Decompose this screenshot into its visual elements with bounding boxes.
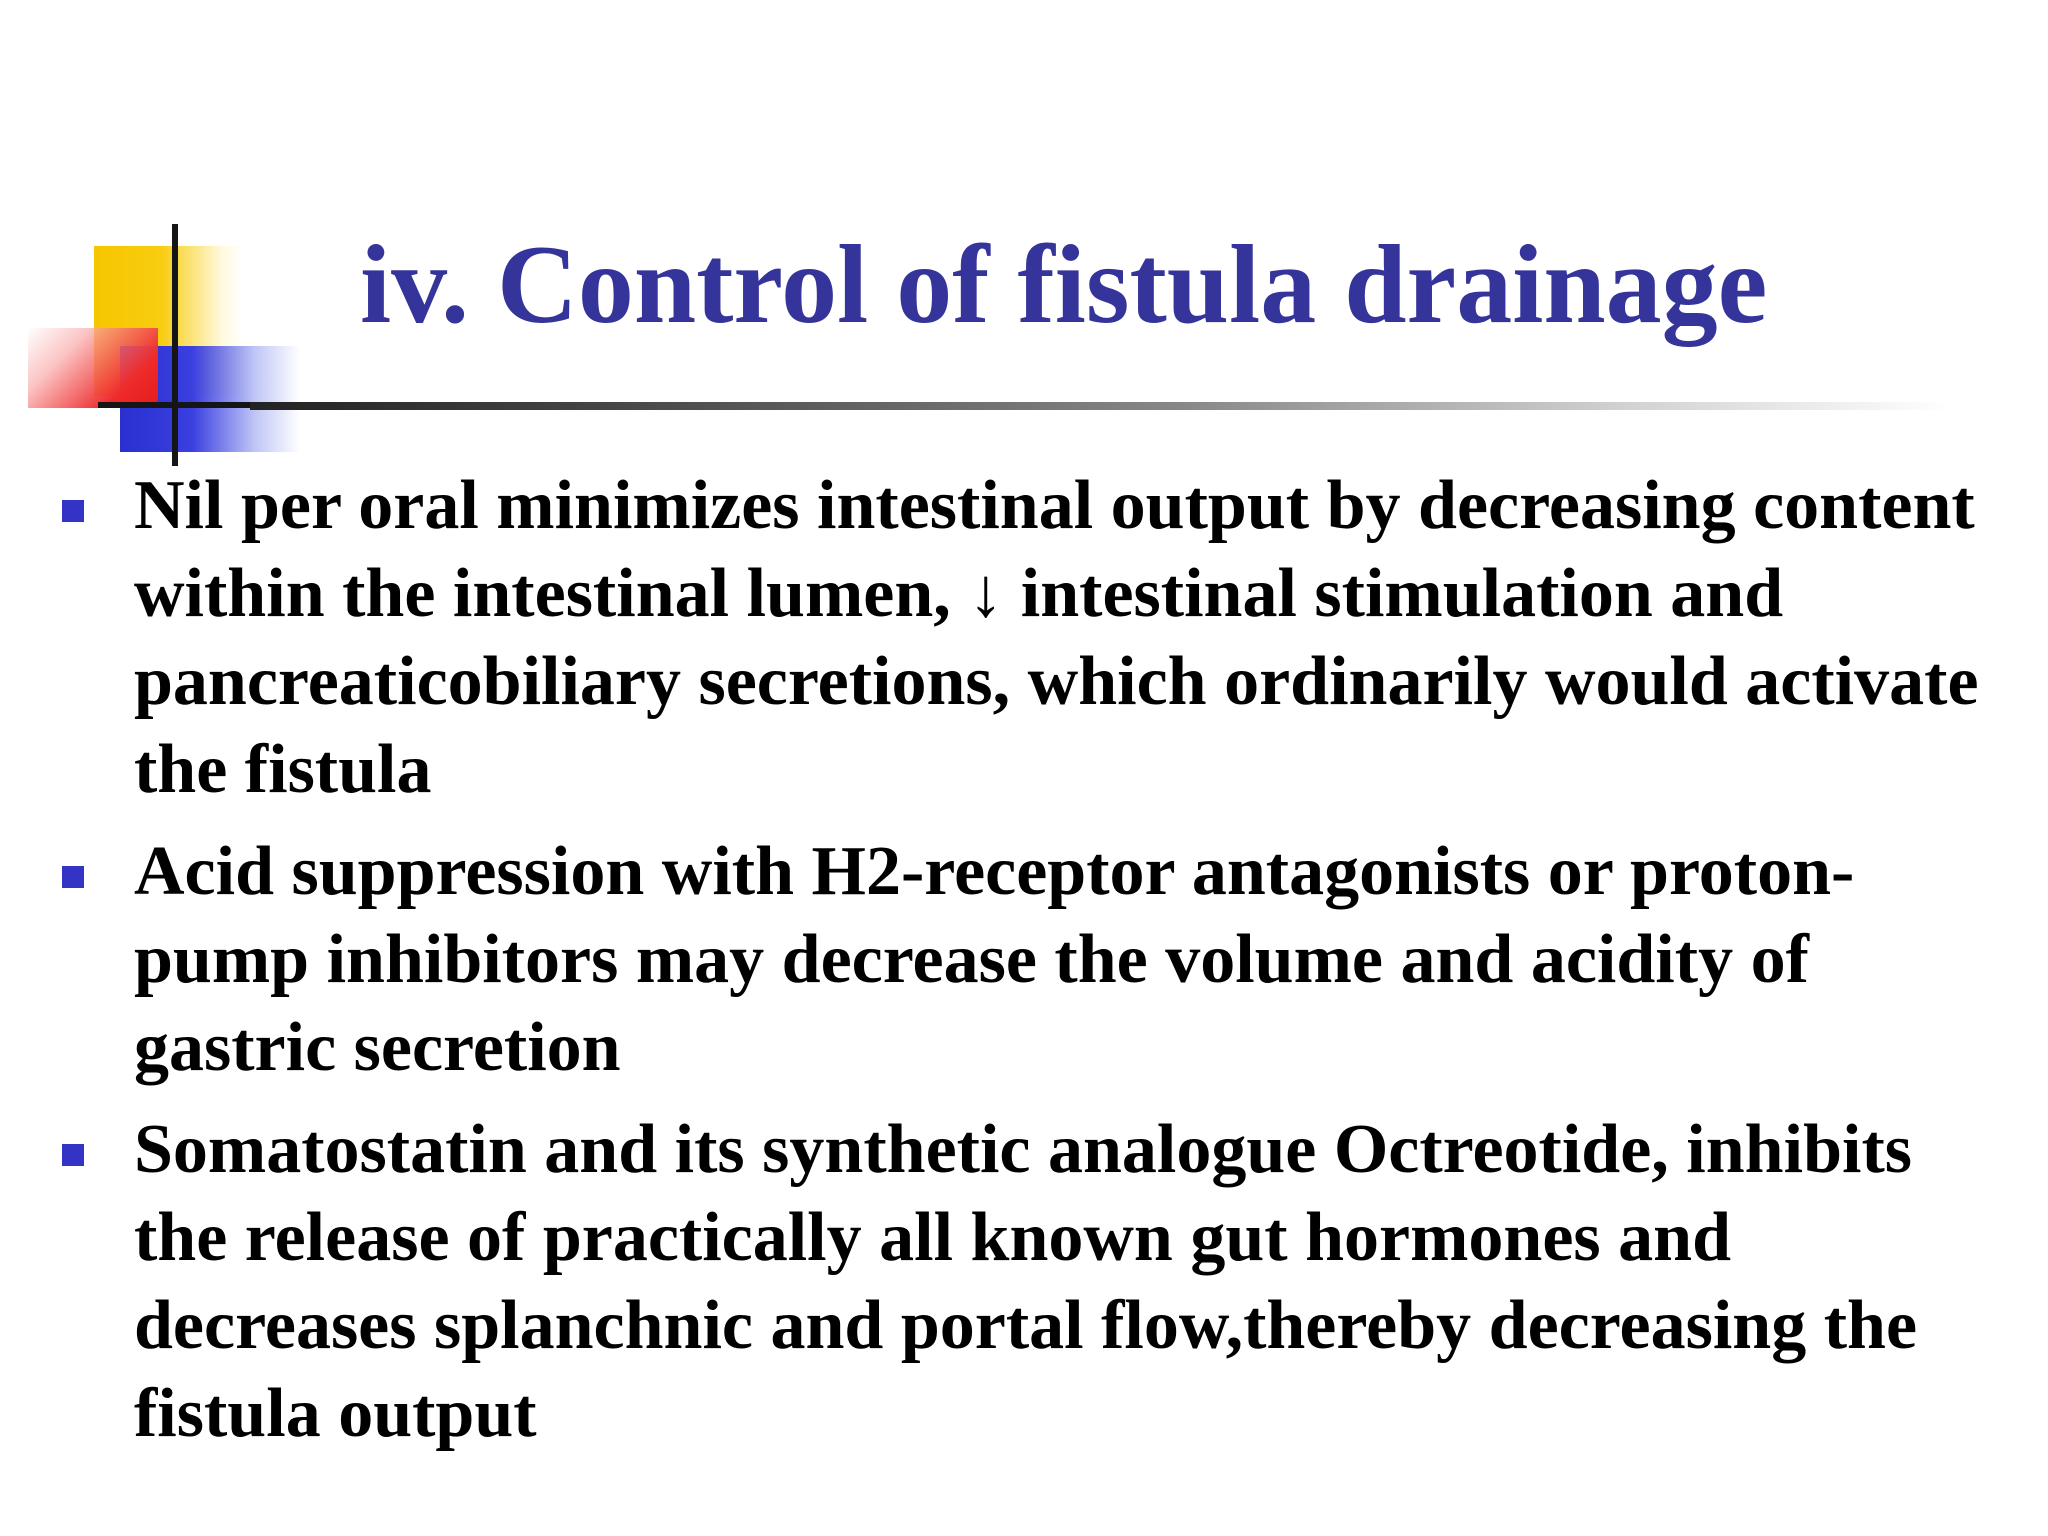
bullet-text: Acid suppression with H2-receptor antagonists or proton-pump inhibitors may decrease the volume and acidity of gastric secretion bbox=[134, 833, 1855, 1086]
logo-vertical-line bbox=[172, 224, 178, 466]
slide-logo-graphic bbox=[0, 0, 340, 470]
bullet-list bbox=[58, 462, 2018, 1472]
square-bullet-icon bbox=[62, 866, 84, 888]
bullet-text: Nil per oral minimizes intestinal output by decreasing content within the intestinal lumen, ↓ intestinal stimulation and pancreaticobiliary secretions, which ordinarily would activate the fistula bbox=[134, 467, 1979, 808]
title-underline-rule bbox=[250, 402, 1950, 410]
slide-title: iv. Control of fistula drainage bbox=[360, 223, 1768, 347]
square-bullet-icon bbox=[62, 1144, 84, 1166]
bullet-item bbox=[58, 462, 2018, 814]
bullet-item bbox=[58, 1106, 2018, 1458]
logo-red-square bbox=[28, 328, 158, 408]
square-bullet-icon bbox=[62, 500, 84, 522]
bullet-text: Somatostatin and its synthetic analogue Octreotide, inhibits the release of practically all known gut hormones and decreases splanchnic and portal flow,thereby decreasing the fistula output bbox=[134, 1111, 1918, 1452]
bullet-item bbox=[58, 828, 2018, 1092]
